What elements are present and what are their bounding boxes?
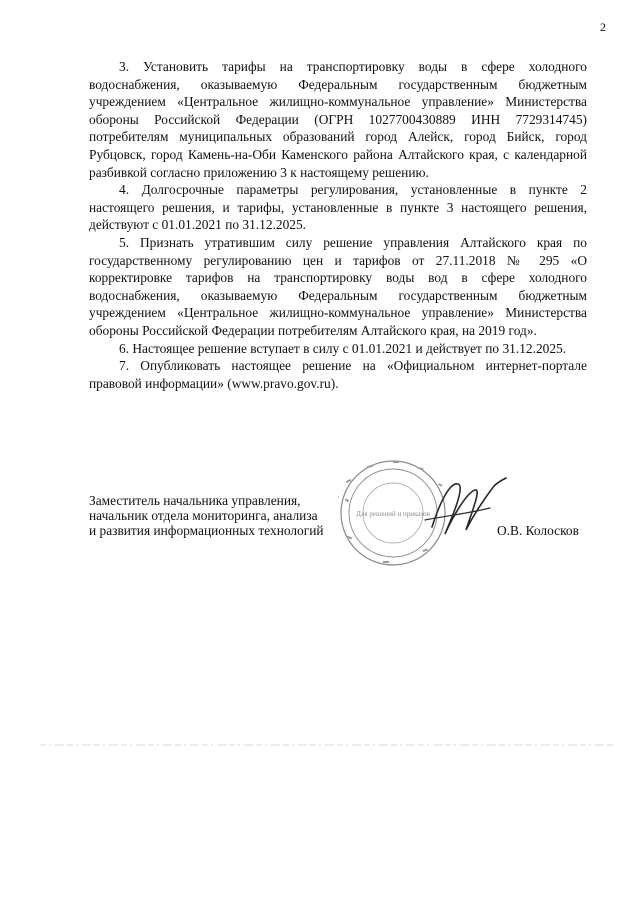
document-body bbox=[89, 58, 587, 392]
paragraph-item-4: 4. Долгосрочные параметры регулирования, установленные в пункте 2 настоящего решения, и тарифы, установленные в пункте 3 настоящего решения, действуют с 01.01.2021 по 31.12.2025. bbox=[89, 182, 587, 233]
paragraph-item-7: 7. Опубликовать настоящее решение на «Официальном интернет-портале правовой информации» (www.pravo.gov.ru). bbox=[89, 358, 587, 391]
paragraph-item-6: 6. Настоящее решение вступает в силу с 01.01.2021 и действует по 31.12.2025. bbox=[119, 340, 567, 356]
signatory-position bbox=[89, 493, 324, 538]
signatory-position-line-1: Заместитель начальника управления, bbox=[89, 493, 301, 508]
paragraph-item-3: 3. Установить тарифы на транспортировку воды в сфере холодного водоснабжения, оказываемую Федеральным государственным бюджетным учреждением «Центральное жилищно-коммунальное управление» Министерства обороны Российской Федерации (ОГРН 1027700430889 ИНН 7729314745) потребителям муниципальных образований город Алейск, город Бийск, город Рубцовск, город Камень-на-Оби Каменского района Алтайского края, с календарной разбивкой согласно приложению 3 к настоящему решению. bbox=[89, 59, 587, 180]
scan-artifact-divider bbox=[40, 744, 615, 746]
paragraph-item-5: 5. Признать утратившим силу решение управления Алтайского края по государственному регулированию цен и тарифов от 27.11.2018 № 295 «О корректировке тарифов на транспортировку воды вод в сфере холодного водоснабжения, оказываемую Федеральным государственным бюджетным учреждением «Центральное жилищно-коммунальное управление» Министерства обороны Российской Федерации потребителям Алтайского края, на 2019 год». bbox=[89, 234, 587, 338]
signatory-position-line-3: и развития информационных технологий bbox=[89, 523, 324, 538]
stamp-text: Для решений и приказов bbox=[356, 510, 430, 518]
signatory-position-line-2: начальник отдела мониторинга, анализа bbox=[89, 508, 318, 523]
page-number: 2 bbox=[600, 20, 606, 34]
signatory-name: О.В. Колосков bbox=[497, 523, 579, 538]
